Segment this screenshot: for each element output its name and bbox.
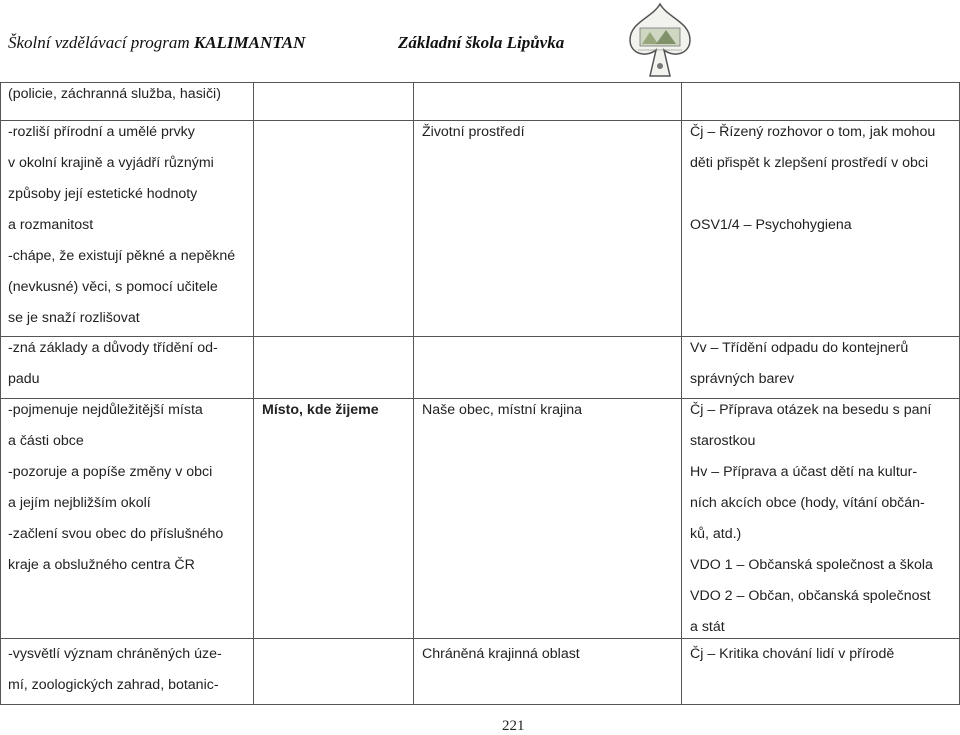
text-line: Čj – Příprava otázek na besedu s paní	[690, 402, 932, 418]
outcomes-cell	[8, 333, 218, 395]
outcomes-cell	[8, 639, 222, 701]
page-header	[0, 0, 960, 82]
text-line: padu	[8, 371, 40, 387]
program-prefix: Školní vzdělávací program	[8, 33, 194, 52]
text-line: a rozmanitost	[8, 217, 94, 233]
text-line: -vysvětlí význam chráněných úze-	[8, 646, 222, 662]
page-number: 221	[502, 718, 525, 734]
text-line: děti přispět k zlepšení prostředí v obci	[690, 155, 929, 171]
text-line: VDO 2 – Občan, občanská společnost	[690, 588, 931, 604]
text-line: a jejím nejbližším okolí	[8, 495, 151, 511]
text-line: a stát	[690, 619, 725, 635]
outcomes-cell	[8, 395, 223, 581]
program-name: KALIMANTAN	[193, 33, 306, 52]
text-line: ků, atd.)	[690, 526, 742, 542]
text-line: VDO 1 – Občanská společnost a škola	[690, 557, 933, 573]
curriculum-cell	[422, 395, 582, 426]
outcomes-cell	[8, 79, 221, 110]
text-line: v okolní krajině a vyjádří různými	[8, 155, 214, 171]
text-line: Hv – Příprava a účast dětí na kultur-	[690, 464, 918, 480]
text-line: Naše obec, místní krajina	[422, 402, 583, 418]
text-line	[690, 179, 935, 210]
text-line: Chráněná krajinná oblast	[422, 646, 580, 662]
text-line: mí, zoologických zahrad, botanic-	[8, 677, 219, 693]
text-line: kraje a obslužného centra ČR	[8, 557, 195, 573]
text-line: (policie, záchranná služba, hasiči)	[8, 86, 221, 102]
text-line: -začlení svou obec do příslušného	[8, 526, 224, 542]
text-line: -zná základy a důvody třídění od-	[8, 340, 218, 356]
text-line: se je snaží rozlišovat	[8, 310, 140, 326]
topic-cell	[262, 395, 379, 426]
text-line: Čj – Řízený rozhovor o tom, jak mohou	[690, 124, 936, 140]
curriculum-cell	[422, 639, 580, 670]
program-title	[8, 33, 305, 53]
text-line: -pozoruje a popíše změny v obci	[8, 464, 213, 480]
curriculum-cell	[422, 117, 525, 148]
cross-topics-cell	[690, 333, 908, 395]
text-line: způsoby její estetické hodnoty	[8, 186, 198, 202]
text-line: -chápe, že existují pěkné a nepěkné	[8, 248, 236, 264]
cross-topics-cell	[690, 395, 933, 643]
table-rule	[0, 704, 960, 705]
school-name: Základní škola Lipůvka	[398, 33, 565, 52]
school-logo	[620, 0, 700, 80]
text-line: ních akcích obce (hody, vítání občán-	[690, 495, 925, 511]
text-line: Čj – Kritika chování lidí v přírodě	[690, 646, 895, 662]
text-line: Místo, kde žijeme	[262, 402, 379, 418]
text-line: starostkou	[690, 433, 756, 449]
text-line: -rozliší přírodní a umělé prvky	[8, 124, 195, 140]
text-line: Životní prostředí	[422, 124, 525, 140]
text-line: a části obce	[8, 433, 84, 449]
table-rule	[253, 82, 254, 704]
cross-topics-cell	[690, 117, 935, 241]
table-rule	[681, 82, 682, 704]
text-line: správných barev	[690, 371, 795, 387]
text-line: Vv – Třídění odpadu do kontejnerů	[690, 340, 909, 356]
cross-topics-cell	[690, 639, 894, 670]
text-line: -pojmenuje nejdůležitější místa	[8, 402, 203, 418]
table-rule	[0, 82, 1, 704]
table-rule	[413, 82, 414, 704]
text-line: OSV1/4 – Psychohygiena	[690, 217, 852, 233]
outcomes-cell	[8, 117, 235, 334]
text-line: (nevkusné) věci, s pomocí učitele	[8, 279, 218, 295]
